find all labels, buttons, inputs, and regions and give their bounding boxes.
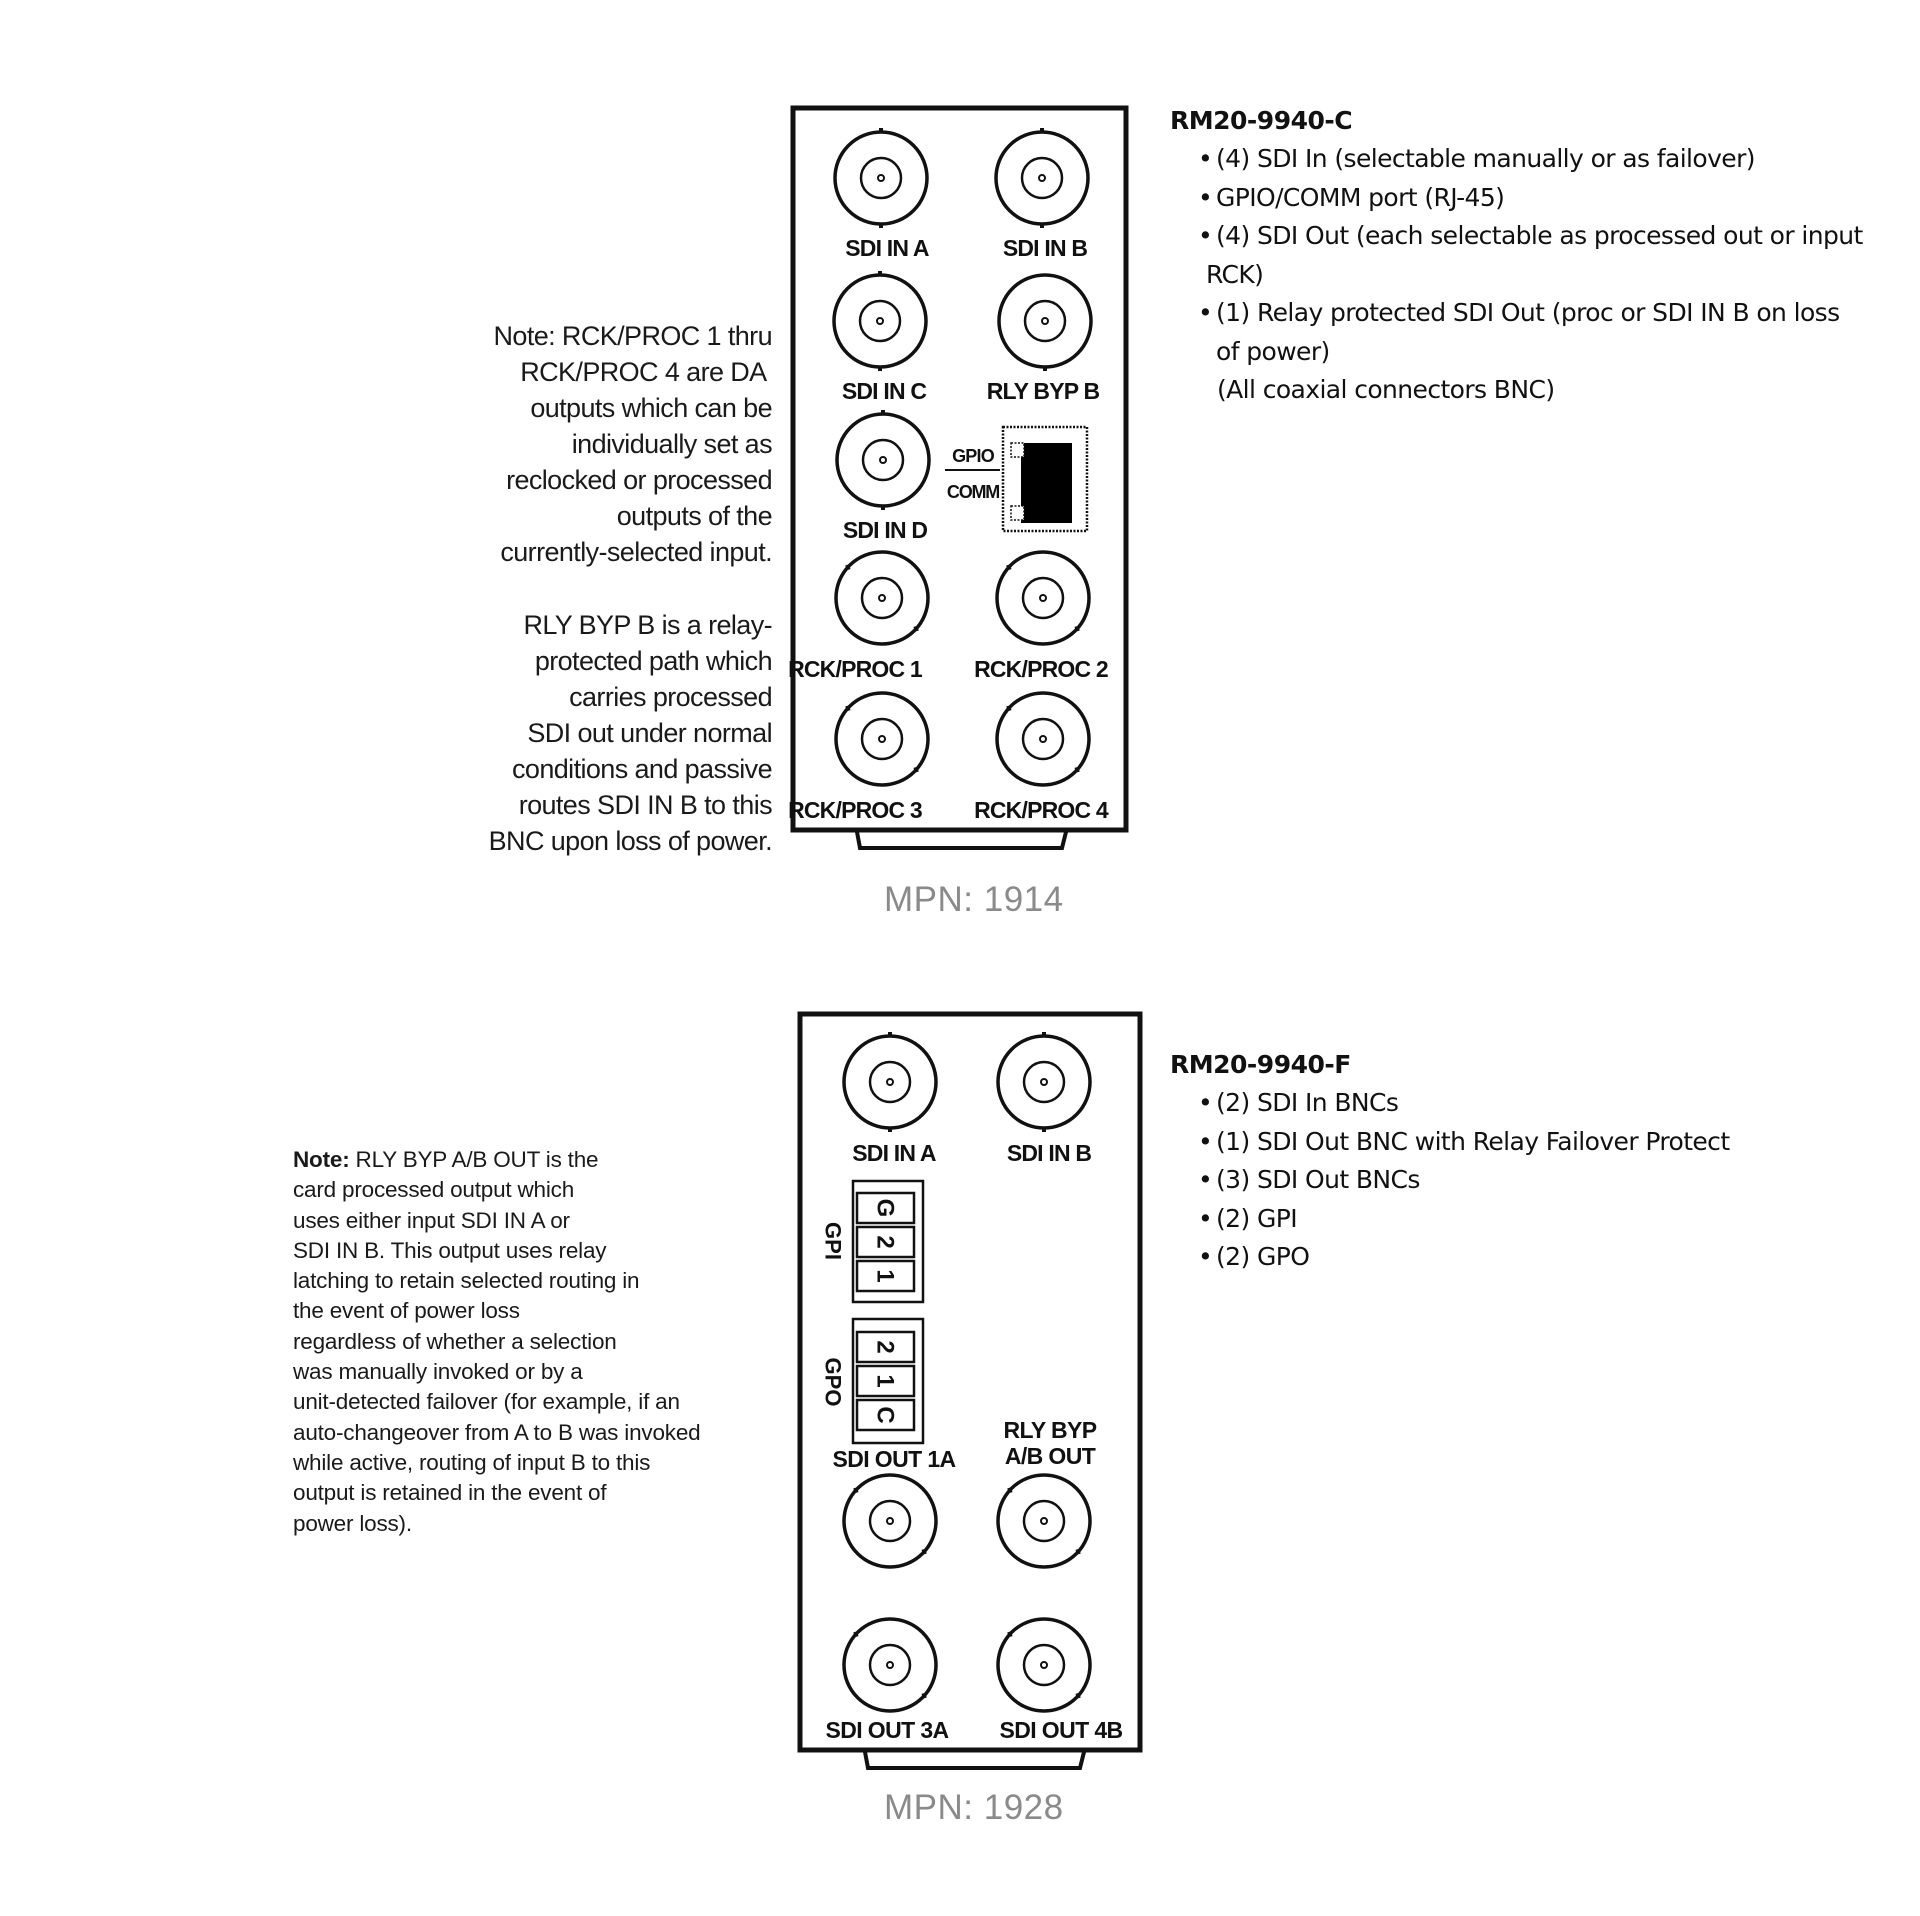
connector-label: RCK/PROC 3 — [788, 797, 922, 823]
feature-item — [1170, 179, 1863, 218]
note-line: reclocked or processed — [506, 465, 772, 495]
connector-label: RCK/PROC 4 — [974, 797, 1108, 823]
note-line: outputs of the — [616, 501, 772, 531]
note-line: Note: RCK/PROC 1 thru — [493, 321, 772, 351]
feature-text: (4) SDI In (selectable manually or as failover) — [1216, 144, 1755, 173]
rly-byp-note — [440, 607, 772, 859]
note-line: regardless of whether a selection — [293, 1328, 617, 1354]
connector-label: SDI IN A — [852, 1140, 936, 1166]
spec-rm20-9940-c — [1170, 102, 1863, 410]
connector-label: RCK/PROC 2 — [974, 656, 1108, 682]
rear-panel-rm20-9940-c — [780, 95, 1140, 865]
rck-proc-note — [440, 318, 772, 570]
connector-label: SDI OUT 4B — [999, 1717, 1123, 1743]
connector-label-line2: A/B OUT — [1004, 1443, 1096, 1469]
feature-item — [1170, 217, 1863, 294]
gpi-pin-label: G — [871, 1198, 899, 1218]
connector-label: SDI IN D — [842, 517, 928, 543]
note-line: SDI out under normal — [527, 718, 772, 748]
gpo-pin-label: 2 — [871, 1340, 899, 1354]
rear-panel-rm20-9940-f — [785, 1000, 1155, 1780]
feature-text: GPIO/COMM port (RJ-45) — [1216, 182, 1505, 212]
panel-foot — [857, 832, 1066, 848]
bullet-icon: • — [1198, 182, 1213, 212]
feature-item — [1170, 1084, 1730, 1123]
note-line: SDI IN B. This output uses relay — [293, 1237, 607, 1263]
note-line: output is retained in the event of — [293, 1480, 607, 1506]
feature-item — [1170, 140, 1863, 179]
connector-label: SDI IN B — [1006, 1140, 1092, 1166]
feature-item — [1170, 294, 1863, 371]
note-line: carries processed — [569, 682, 772, 712]
connector-label: SDI OUT 1A — [832, 1446, 956, 1472]
connector-label: SDI OUT 3A — [825, 1717, 949, 1743]
bullet-icon: • — [1198, 1242, 1213, 1271]
feature-text-continued: of power) — [1216, 336, 1330, 366]
feature-list — [1170, 140, 1863, 371]
feature-item — [1170, 1123, 1730, 1162]
model-title: RM20-9940-F — [1170, 1050, 1351, 1079]
note-line: BNC upon loss of power. — [488, 826, 772, 856]
feature-text: (3) SDI Out BNCs — [1216, 1165, 1420, 1194]
mpn-label: MPN: 1928 — [884, 1788, 1064, 1827]
feature-item — [1170, 1200, 1730, 1239]
note-line: routes SDI IN B to this — [518, 790, 772, 820]
port-label-gpio: GPIO — [952, 446, 994, 466]
rly-byp-ab-note — [293, 1145, 793, 1539]
note-line: RLY BYP B is a relay- — [523, 610, 772, 640]
connector-label: SDI IN C — [841, 378, 927, 404]
gpo-pin-label: C — [871, 1406, 899, 1424]
connector-label: SDI IN A — [845, 235, 929, 261]
connector-label: RLY BYP — [1003, 1417, 1097, 1443]
bullet-icon: • — [1198, 1126, 1213, 1156]
gpi-label: GPI — [820, 1222, 846, 1260]
feature-text: (2) GPO — [1216, 1242, 1310, 1271]
connector-label: RLY BYP B — [986, 378, 1100, 404]
note-line: was manually invoked or by a — [293, 1359, 583, 1385]
gpo-label: GPO — [820, 1357, 846, 1407]
model-title: RM20-9940-C — [1170, 106, 1353, 135]
note-bold-label: Note: — [293, 1147, 350, 1172]
bullet-icon: • — [1198, 1203, 1213, 1233]
note-line: auto-changeover from A to B was invoked — [293, 1419, 701, 1445]
note-line: card processed output which — [293, 1177, 575, 1203]
note-line: latching to retain selected routing in — [293, 1268, 640, 1294]
note-line — [293, 1145, 793, 1175]
note-line: currently-selected input. — [500, 537, 772, 567]
note-line: the event of power loss — [293, 1298, 520, 1324]
feature-text: (2) GPI — [1216, 1203, 1297, 1233]
feature-text: (1) SDI Out BNC with Relay Failover Protect — [1216, 1126, 1730, 1156]
feature-item — [1170, 1238, 1730, 1277]
bullet-icon: • — [1198, 1088, 1213, 1117]
mpn-label: MPN: 1914 — [884, 880, 1064, 919]
feature-item — [1170, 1161, 1730, 1200]
footnote: (All coaxial connectors BNC) — [1217, 375, 1555, 404]
feature-text: (2) SDI In BNCs — [1216, 1088, 1399, 1117]
gpo-pin-label: 1 — [871, 1374, 899, 1388]
feature-text: (1) Relay protected SDI Out (proc or SDI IN B on loss — [1216, 298, 1840, 327]
connector-label: SDI IN B — [1002, 235, 1088, 261]
panel-foot — [865, 1752, 1084, 1768]
feature-text-continued: RCK) — [1206, 259, 1264, 289]
note-line: uses either input SDI IN A or — [293, 1207, 570, 1233]
note-line: individually set as — [571, 429, 772, 459]
bullet-icon: • — [1198, 221, 1213, 250]
spec-rm20-9940-f — [1170, 1046, 1730, 1277]
gpi-pin-label: 2 — [871, 1235, 899, 1249]
feature-text: (4) SDI Out (each selectable as processed out or input — [1216, 221, 1863, 250]
note-line: outputs which can be — [530, 393, 772, 423]
port-label-comm: COMM — [946, 482, 1000, 502]
note-line: protected path which — [534, 646, 772, 676]
note-line: RCK/PROC 4 are DA — [520, 357, 772, 387]
gpi-pin-label: 1 — [871, 1269, 899, 1283]
note-line: while active, routing of input B to this — [293, 1449, 651, 1475]
bullet-icon: • — [1198, 144, 1213, 173]
note-line: conditions and passive — [512, 754, 772, 784]
connector-label: RCK/PROC 1 — [788, 656, 922, 682]
rj45-port[interactable] — [1003, 427, 1087, 531]
note-line: unit-detected failover (for example, if an — [293, 1389, 680, 1415]
bullet-icon: • — [1198, 1165, 1213, 1194]
bullet-icon: • — [1198, 298, 1213, 327]
note-line: power loss). — [293, 1510, 412, 1536]
note-text: RLY BYP A/B OUT is the — [349, 1147, 599, 1172]
feature-list — [1170, 1084, 1730, 1277]
